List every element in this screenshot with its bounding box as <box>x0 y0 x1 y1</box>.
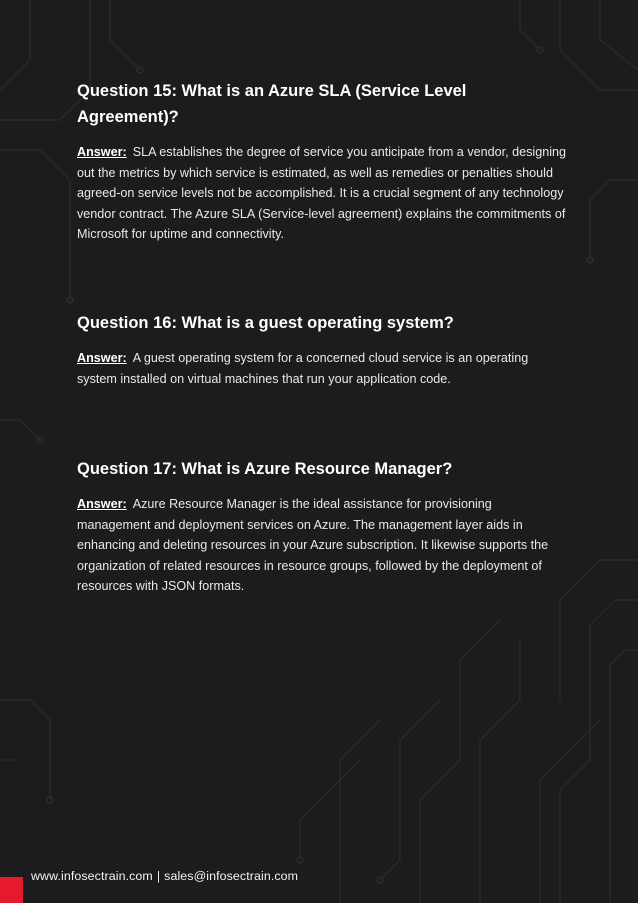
qa-item <box>77 456 567 597</box>
question-heading: Question 17: What is Azure Resource Manager? <box>77 460 453 478</box>
answer-text: Azure Resource Manager is the ideal assistance for provisioning management and deployment services on Azure. The management layer aids in enhancing and deleting resources in your Azure subscription. It likewise supports the organization of related resources in resource groups, followed by the deployment of resources with JSON formats. <box>77 497 549 593</box>
question-heading: Question 16: What is a guest operating system? <box>77 314 454 332</box>
answer-text: SLA establishes the degree of service you anticipate from a vendor, designing out the metrics by which service is estimated, as well as remedies or penalties should agreed-on service levels not be accomplished. It is a crucial segment of any technology vendor contract. The Azure SLA (Service-level agreement) explains the commitments of Microsoft for uptime and connectivity. <box>77 145 567 241</box>
qa-item <box>77 78 567 245</box>
answer-paragraph <box>77 142 567 245</box>
footer-separator: | <box>156 869 161 883</box>
question-heading: Question 15: What is an Azure SLA (Service Level Agreement)? <box>77 82 467 126</box>
answer-label: Answer: <box>77 145 127 159</box>
footer-email-link[interactable]: sales@infosectrain.com <box>164 869 299 883</box>
qa-item <box>77 310 567 389</box>
answer-paragraph <box>77 348 567 389</box>
answer-label: Answer: <box>77 497 127 511</box>
page-footer <box>31 869 298 883</box>
answer-text: A guest operating system for a concerned cloud service is an operating system installed on virtual machines that run your application code. <box>77 351 529 386</box>
brand-accent-block <box>0 877 23 903</box>
answer-paragraph <box>77 494 567 597</box>
footer-website-link[interactable]: www.infosectrain.com <box>31 869 153 883</box>
answer-label: Answer: <box>77 351 127 365</box>
